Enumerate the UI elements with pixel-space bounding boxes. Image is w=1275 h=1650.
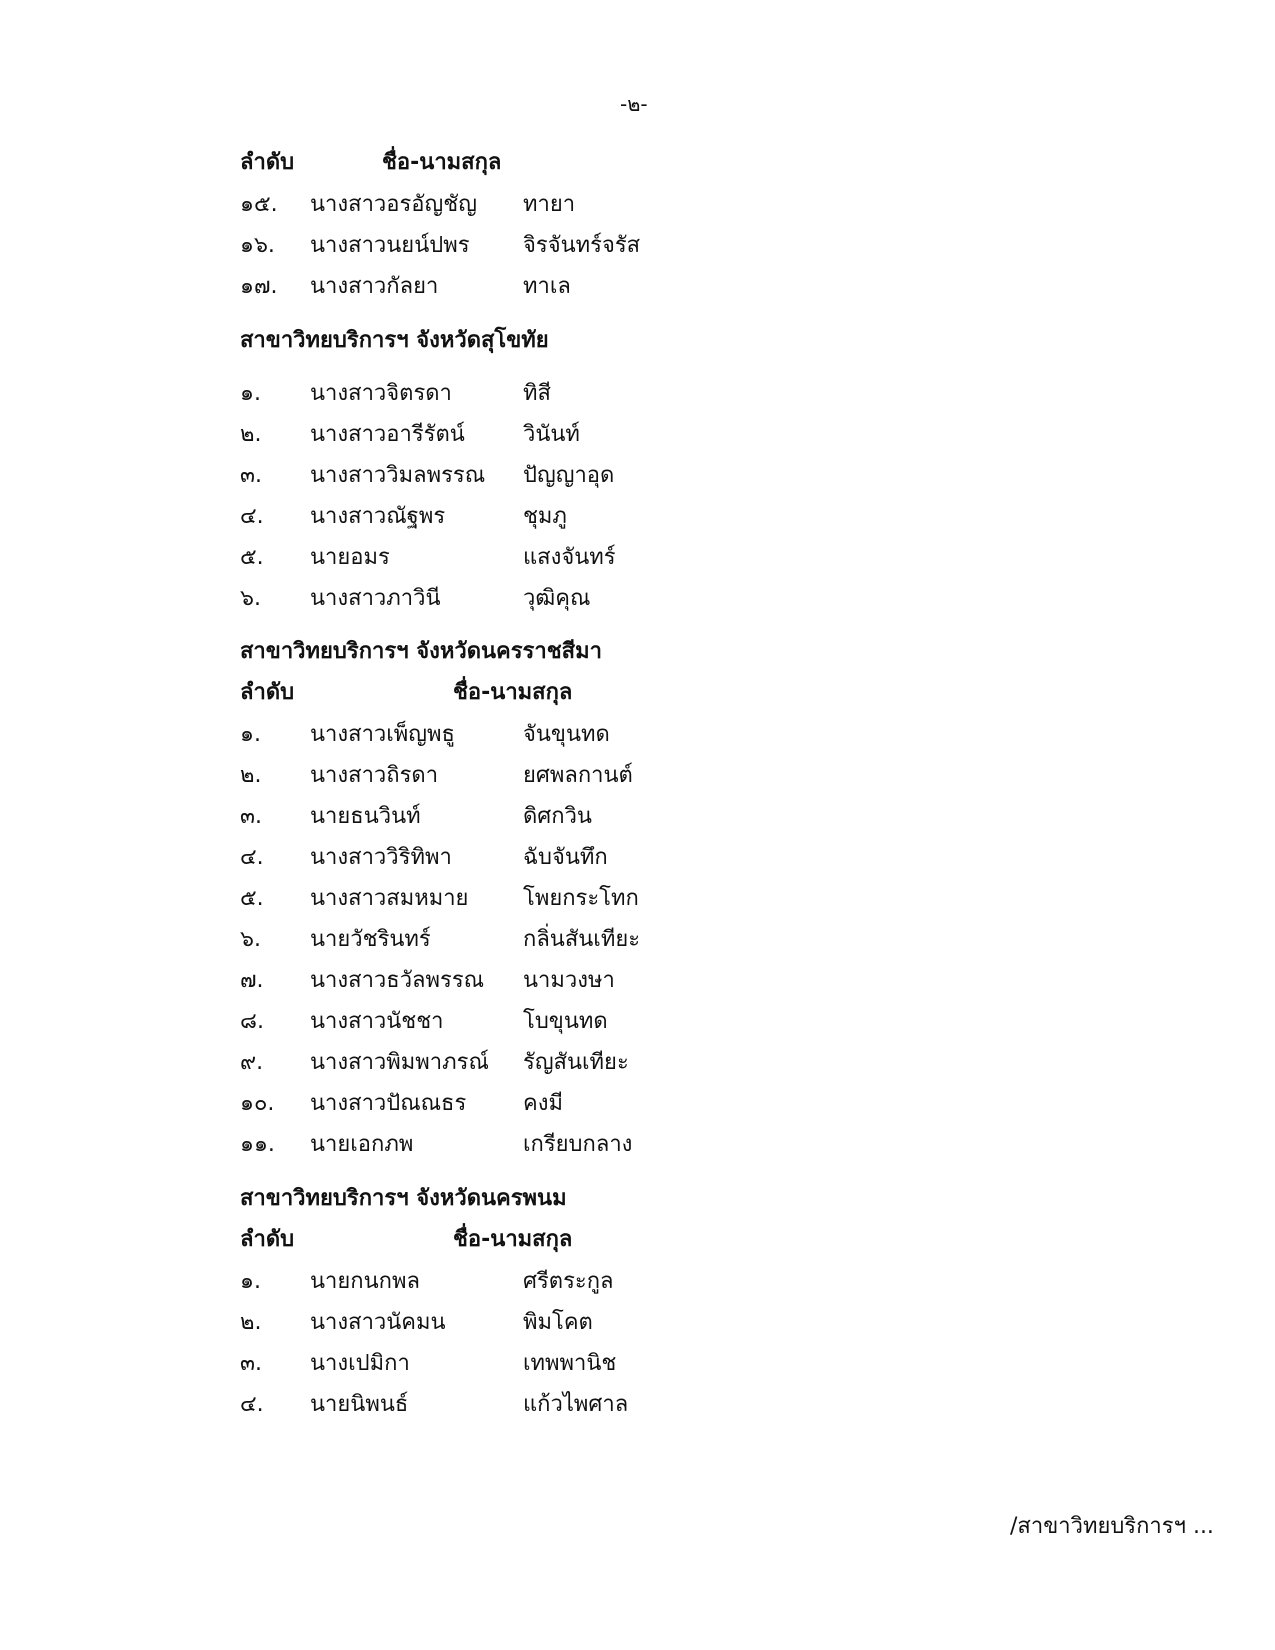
row-last-name: วินันท์ (523, 422, 580, 447)
row-first-name: นางสาวภาวินี (310, 586, 441, 611)
row-last-name: แก้วไพศาล (523, 1392, 629, 1417)
row-number: ๓. (240, 804, 263, 829)
row-first-name: นายธนวินท์ (310, 804, 421, 829)
row-number: ๖. (240, 586, 261, 611)
row-last-name: จิรจันทร์จรัส (523, 233, 641, 258)
row-number: ๒. (240, 422, 262, 447)
row-number: ๔. (240, 504, 264, 529)
row-first-name: นายเอกภพ (310, 1132, 414, 1157)
row-first-name: นายนิพนธ์ (310, 1392, 409, 1417)
row-last-name: ยศพลกานต์ (523, 763, 633, 788)
row-number: ๑. (240, 722, 261, 747)
row-first-name: นางสาวกัลยา (310, 274, 439, 299)
row-number: ๔. (240, 1392, 264, 1417)
column-header-name: ชื่อ-นามสกุล (382, 150, 502, 175)
row-number: ๑๑. (240, 1132, 275, 1157)
row-first-name: นางสาวพิมพาภรณ์ (310, 1050, 489, 1075)
row-last-name: พิมโคต (523, 1310, 593, 1335)
row-first-name: นางสาวนัชชา (310, 1009, 444, 1034)
row-last-name: แสงจันทร์ (523, 545, 616, 570)
row-number: ๒. (240, 1310, 262, 1335)
column-header-name: ชื่อ-นามสกุล (453, 680, 573, 705)
row-number: ๑. (240, 1269, 261, 1294)
row-last-name: คงมี (523, 1091, 563, 1116)
section-title-sukhothai: สาขาวิทยบริการฯ จังหวัดสุโขทัย (240, 328, 549, 353)
row-last-name: ทายา (523, 192, 576, 217)
row-first-name: นางสาวอรอัญชัญ (310, 192, 477, 217)
row-last-name: ฉับจันทึก (523, 845, 608, 870)
continuation-note: /สาขาวิทยบริการฯ ... (1010, 1514, 1214, 1539)
row-first-name: นางสาวเพ็ญพธู (310, 722, 455, 747)
row-number: ๗. (240, 968, 264, 993)
row-last-name: วุฒิคุณ (523, 586, 591, 611)
row-first-name: นางสาวณัฐพร (310, 504, 446, 529)
row-first-name: นางสาวอารีรัตน์ (310, 422, 465, 447)
row-number: ๔. (240, 845, 264, 870)
row-last-name: รัญสันเทียะ (523, 1050, 629, 1075)
column-header-name: ชื่อ-นามสกุล (453, 1227, 573, 1252)
row-last-name: ทิสี (523, 381, 551, 406)
row-number: ๑๗. (240, 274, 278, 299)
row-last-name: ศรีตระกูล (523, 1269, 614, 1294)
row-number: ๓. (240, 1351, 263, 1376)
row-number: ๘. (240, 1009, 264, 1034)
row-last-name: นามวงษา (523, 968, 615, 993)
row-number: ๕. (240, 545, 264, 570)
column-header-order: ลำดับ (240, 150, 295, 175)
row-last-name: ชุมภู (523, 504, 567, 529)
row-first-name: นางสาวถิรดา (310, 763, 439, 788)
row-first-name: นายกนกพล (310, 1269, 420, 1294)
row-first-name: นางเปมิกา (310, 1351, 410, 1376)
row-last-name: โพยกระโทก (523, 886, 639, 911)
section-title-nakhon-ratchasima: สาขาวิทยบริการฯ จังหวัดนครราชสีมา (240, 639, 602, 664)
row-first-name: นางสาวนยน์ปพร (310, 233, 470, 258)
row-last-name: ดิศกวิน (523, 804, 592, 829)
row-number: ๖. (240, 927, 261, 952)
row-first-name: นางสาวนัคมน (310, 1310, 446, 1335)
row-last-name: เกรียบกลาง (523, 1132, 633, 1157)
row-number: ๑๖. (240, 233, 275, 258)
row-last-name: โบขุนทด (523, 1009, 608, 1034)
row-first-name: นางสาววิริทิพา (310, 845, 452, 870)
row-number: ๑๕. (240, 192, 278, 217)
row-last-name: ปัญญาอุด (523, 463, 615, 488)
row-last-name: จันขุนทด (523, 722, 610, 747)
row-first-name: นางสาววิมลพรรณ (310, 463, 486, 488)
row-number: ๓. (240, 463, 263, 488)
row-first-name: นางสาวจิตรดา (310, 381, 452, 406)
row-number: ๒. (240, 763, 262, 788)
row-first-name: นายอมร (310, 545, 390, 570)
column-header-order: ลำดับ (240, 680, 295, 705)
row-number: ๑๐. (240, 1091, 275, 1116)
row-last-name: เทพพานิช (523, 1351, 617, 1376)
row-first-name: นายวัชรินทร์ (310, 927, 431, 952)
row-last-name: ทาเล (523, 274, 571, 299)
row-number: ๙. (240, 1050, 264, 1075)
section-title-nakhon-phanom: สาขาวิทยบริการฯ จังหวัดนครพนม (240, 1186, 567, 1211)
row-number: ๕. (240, 886, 264, 911)
page-number: -๒- (620, 92, 648, 116)
row-first-name: นางสาวสมหมาย (310, 886, 469, 911)
column-header-order: ลำดับ (240, 1227, 295, 1252)
row-number: ๑. (240, 381, 261, 406)
row-first-name: นางสาวปัณณธร (310, 1091, 467, 1116)
row-last-name: กลิ่นสันเทียะ (523, 927, 641, 952)
row-first-name: นางสาวธวัลพรรณ (310, 968, 485, 993)
